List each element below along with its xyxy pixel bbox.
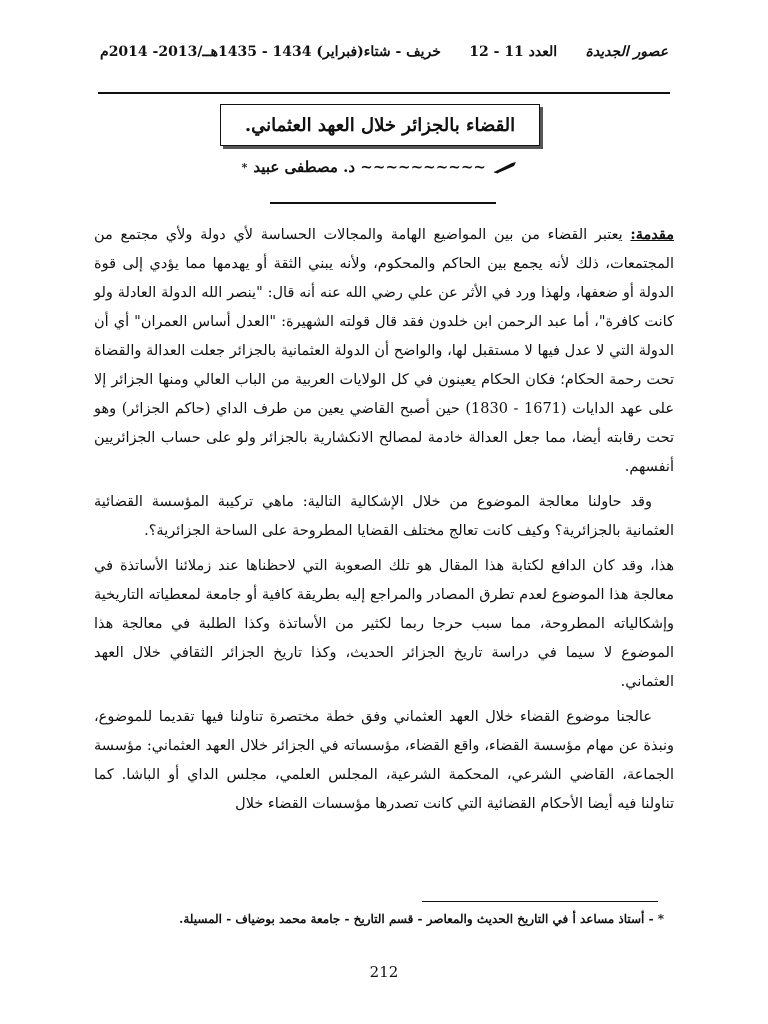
author-line (242, 158, 518, 176)
running-header (100, 44, 668, 60)
intro-heading: مقدمة: (630, 226, 674, 243)
author-divider (270, 202, 496, 204)
author-footnote-marker: * (241, 160, 248, 174)
paragraph-motivation: هذا، وقد كان الدافع لكتابة هذا المقال هو تلك الصعوبة التي لاحظناها عند زملائنا الأساتذة في معالجة هذا الموضوع لعدم تطرق المصادر والمراجع إليه بطريقة كافية أو جامعة لمعطياته التاريخية وإشكالياته المطروحة، مما سبب حرجا ربما لكثير من الأساتذة وكذا الطلبة في معالجة هذا الموضوع لا سيما في دراسة تاريخ الجزائر الحديث، وكذا تاريخ الجزائر الثقافي خلال العهد العثماني. (94, 558, 674, 690)
journal-name: عصور الجديدة (585, 44, 668, 60)
footnote-divider (422, 901, 658, 902)
article-title-box (220, 104, 540, 146)
pen-icon (492, 160, 518, 174)
paragraph-plan: عالجنا موضوع القضاء خلال العهد العثماني وفق خطة مختصرة تناولنا فيها تقديما للموضوع، ونبذة عن مهام مؤسسة القضاء، واقع القضاء، مؤسساته في الجزائر خلال العهد العثماني: مؤسسة الجماعة، القاضي الشرعي، المحكمة الشرعية، المجلس العلمي، مجلس الداي أو الباشا. كما تناولنا فيه أيضا الأحكام القضائية التي كانت تصدرها مؤسسات القضاء خلال (94, 709, 674, 812)
paragraph-intro (94, 220, 674, 482)
article-title: القضاء بالجزائر خلال العهد العثماني. (244, 114, 516, 136)
footnote: * - أستاذ مساعد أ في التاريخ الحديث والمعاصر - قسم التاريخ - جامعة محمد بوضياف - المسيلة. (179, 912, 664, 926)
season-dates: خريف - شتاء(فبراير) 1434 - 1435هــ/2013- 2014م (100, 44, 441, 60)
author-name: ~~~~~~~~~~ د. مصطفى عبيد (253, 158, 486, 176)
paragraph-problem: وقد حاولنا معالجة الموضوع من خلال الإشكالية التالية: ماهي تركيبة المؤسسة القضائية العثمانية بالجزائرية؟ وكيف كانت تعالج مختلف القضايا المطروحة على الساحة الجزائرية؟. (94, 494, 674, 539)
issue-info: العدد 11 - 12 (469, 44, 558, 60)
article-body (94, 220, 674, 825)
intro-text: يعتبر القضاء من بين المواضيع الهامة والمجالات الحساسة لأي دولة ولأي مجتمع من المجتمعات، ذلك لأنه يجمع بين الحاكم والمحكوم، ولأنه يبني الثقة أو يهدمها مما يؤدي إلى قوة الدولة أو ضعفها، ولهذا ورد في الأثر عن علي رضي الله عنه أنه قال: "ينصر الله الدولة العادلة ولو كانت كافرة"، أما عبد الرحمن ابن خلدون فقد قال قولته الشهيرة: "العدل أساس العمران" أي أن الدولة التي لا عدل فيها لا مستقبل لها، والواضح أن الدولة العثمانية بالجزائر جعلت العدالة والقضاة تحت رحمة الحكام؛ فكان الحكام يعينون في كل الولايات العربية من الباب العالي ومنها الجزائر إلا على عهد الدايات (1671 - 1830) حين أصبح القاضي يعين من طرف الداي (حاكم الجزائر) وهو تحت رقابته أيضا، مما جعل العدالة خادمة لمصالح الانكشارية بالجزائر ولو على حساب الجزائريين أنفسهم. (94, 227, 674, 475)
header-divider (98, 92, 670, 94)
page-number: 212 (369, 963, 399, 981)
